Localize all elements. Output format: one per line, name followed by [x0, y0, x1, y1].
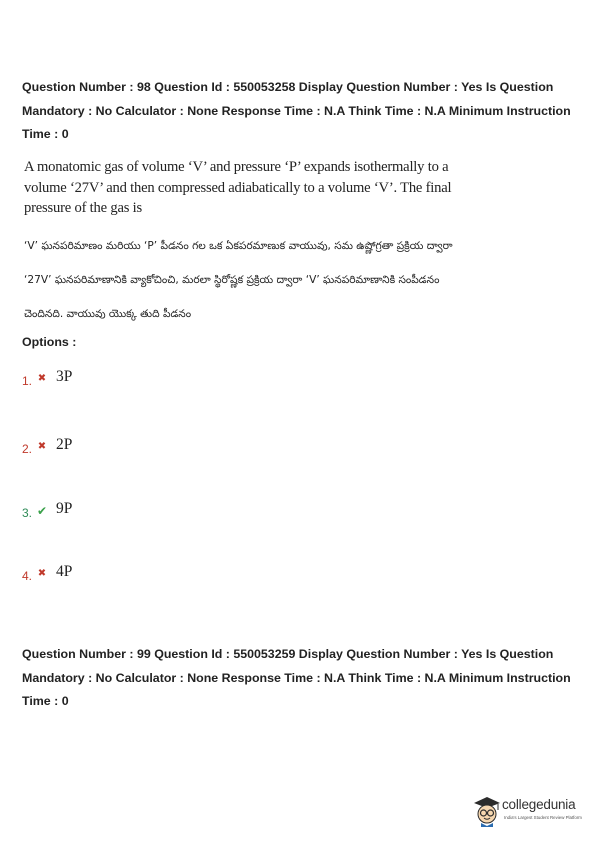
option-text: 2P — [56, 436, 73, 453]
question-98-text-english: A monatomic gas of volume ‘V’ and pressure ‘P’ expands isothermally to a volume ‘27V’ and then compressed adiabatically to a volume ‘V’. The final pressure of the gas is — [24, 159, 452, 216]
cross-icon: ✖ — [37, 568, 47, 579]
option-number: 4. — [22, 569, 33, 583]
check-icon: ✔ — [36, 504, 48, 518]
collegedunia-logo — [472, 795, 587, 829]
student-mascot-icon — [472, 795, 502, 827]
option-text: 4P — [56, 563, 73, 580]
question-98-header: Question Number : 98 Question Id : 550053258 Display Question Number : Yes Is Question Mandatory : No Calculator : None Response Time : N.A Think Time : N.A Minimum Instruction Time : 0 — [22, 80, 571, 141]
cross-icon: ✖ — [37, 373, 47, 384]
logo-name: collegedunia — [502, 797, 576, 812]
question-99-header: Question Number : 99 Question Id : 550053259 Display Question Number : Yes Is Question Mandatory : No Calculator : None Response Time : N.A Think Time : N.A Minimum Instruction Time : 0 — [22, 647, 571, 708]
options-label: Options : — [22, 335, 77, 349]
cross-icon: ✖ — [37, 441, 47, 452]
option-number: 3. — [22, 506, 33, 520]
question-98-text-telugu: ‘V’ ఘనపరిమాణం మరియు ‘P’ పీడనం గల ఒక ఏకపరమాణుక వాయువు, సమ ఉష్ణోగ్రతా ప్రక్రియ ద్వారా ‘27V’ ఘనపరిమాణానికి వ్యాకోచించి, మరలా స్థిరోష్ణక ప్రక్రియ ద్వారా ‘V’ ఘనపరిమాణానికి సంపీడనం చెందినది. వాయువు యొక్క తుది పీడనం — [24, 240, 453, 320]
option-text: 3P — [56, 368, 73, 385]
logo-tagline: India's Largest Student Review Platform — [504, 815, 582, 820]
option-number: 2. — [22, 442, 33, 456]
option-text: 9P — [56, 500, 73, 517]
option-number: 1. — [22, 374, 33, 388]
